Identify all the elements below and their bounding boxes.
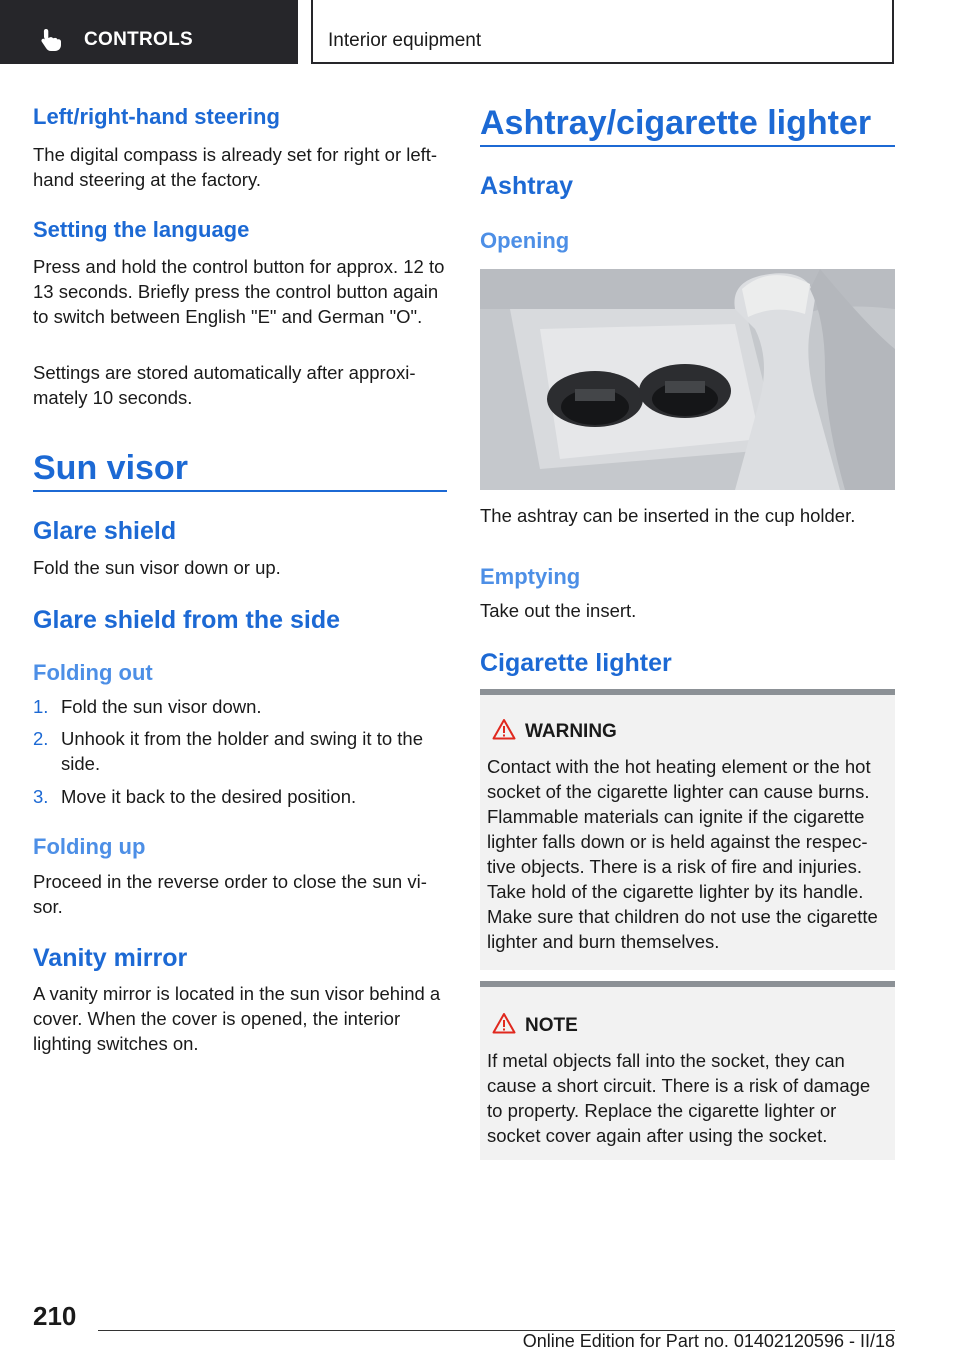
list-text: Unhook it from the holder and swing it to the side. — [61, 728, 423, 774]
note-callout — [480, 981, 895, 1160]
image-caption: The ashtray can be inserted in the cup holder. — [480, 505, 856, 526]
section-tab-label: CONTROLS — [84, 29, 194, 50]
emptying-heading: Emptying — [480, 564, 581, 589]
hand-pointer-icon — [40, 28, 62, 52]
glare-shield-body: Fold the sun visor down or up. — [33, 557, 281, 578]
list-text: Move it back to the desired position. — [61, 786, 357, 807]
vanity-mirror-heading: Vanity mirror — [33, 944, 188, 972]
opening-heading: Opening — [480, 228, 570, 253]
chapter-header — [311, 0, 894, 64]
list-number: 1. — [33, 696, 49, 717]
note-title: NOTE — [525, 1015, 578, 1036]
list-item — [33, 726, 447, 776]
folding-up-heading: Folding up — [33, 834, 146, 859]
warning-body: Contact with the hot heating element or the hot socket of the cigarette lighter can cause burns. Flammable materials can ignite if the cigarette lighter falls down or is held against the respective objects. There is a risk of fire and injuries. Take hold of the cigarette lighter by its handle. Make sure that children do not use the cigarette lighter and burn themselves. — [487, 756, 878, 952]
glare-shield-heading: Glare shield — [33, 517, 177, 545]
list-number: 2. — [33, 728, 49, 749]
warning-triangle-icon — [492, 718, 516, 740]
caution-triangle-icon — [492, 1012, 516, 1034]
folding-up-body: Proceed in the reverse order to close the sun visor. — [33, 871, 427, 917]
warning-callout — [480, 689, 895, 970]
chapter-title: Interior equipment — [328, 30, 482, 51]
steering-body: The digital compass is already set for right or left-hand steering at the factory. — [33, 144, 438, 190]
note-body: If metal objects fall into the socket, they can cause a short circuit. There is a risk of damage to property. Replace the cigarette lighter or socket cover again after using the socket. — [487, 1050, 871, 1146]
list-item — [33, 784, 447, 809]
folding-out-heading: Folding out — [33, 660, 153, 685]
list-number: 3. — [33, 786, 49, 807]
list-item — [33, 694, 447, 719]
edition-note: Online Edition for Part no. 01402120596 - II/18 — [522, 1331, 895, 1351]
cup-holder-drawing — [480, 269, 895, 490]
language-body: Press and hold the control button for approx. 12 to 13 seconds. Briefly press the control button again to switch between English "E" and German "O". — [33, 256, 445, 327]
sun-visor-heading: Sun visor — [33, 449, 188, 487]
list-text: Fold the sun visor down. — [61, 696, 262, 717]
section-tab[interactable] — [0, 0, 298, 64]
language-heading: Setting the language — [33, 217, 250, 242]
glare-side-heading: Glare shield from the side — [33, 606, 341, 634]
warning-title: WARNING — [525, 721, 617, 742]
sun-visor-rule — [33, 490, 447, 492]
emptying-body: Take out the insert. — [480, 600, 637, 621]
steering-heading: Left/right-hand steering — [33, 104, 280, 129]
ashtray-heading: Ashtray — [480, 172, 574, 200]
cigarette-lighter-heading: Cigarette lighter — [480, 649, 672, 677]
cup-holder-illustration — [480, 269, 895, 490]
page-number: 210 — [33, 1301, 77, 1331]
settings-body: Settings are stored automatically after approximately 10 seconds. — [33, 362, 416, 408]
vanity-mirror-body: A vanity mirror is located in the sun visor behind a cover. When the cover is opened, the interior lighting switches on. — [33, 983, 441, 1054]
ashtray-lighter-heading: Ashtray/cigarette lighter — [480, 104, 872, 142]
ashtray-lighter-rule — [480, 145, 895, 147]
